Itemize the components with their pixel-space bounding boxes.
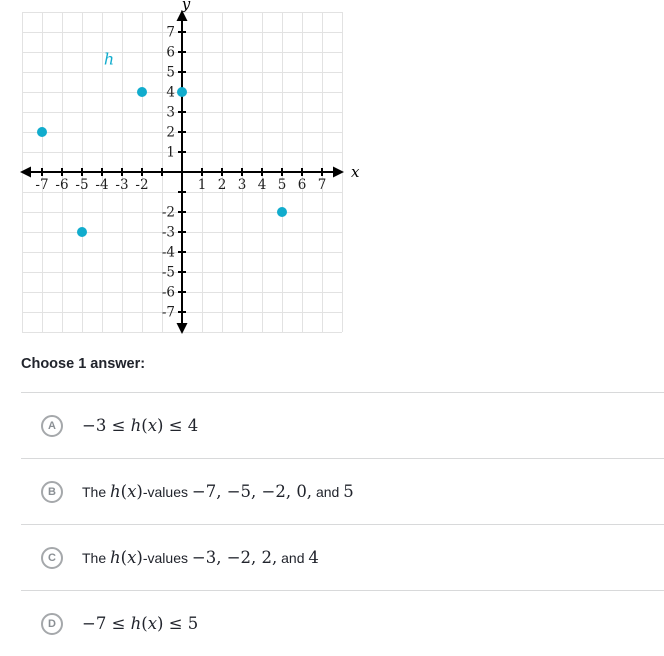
- math-text: ) ≤ 5: [157, 613, 199, 633]
- y-axis-label: y: [181, 0, 191, 13]
- math-variable: x: [147, 613, 158, 633]
- y-tick-label: 4: [166, 84, 175, 101]
- math-text: −3 ≤: [82, 415, 131, 435]
- option-letter-badge[interactable]: A: [41, 415, 63, 437]
- y-tick-label: -3: [161, 224, 175, 241]
- y-tick-label: -7: [161, 304, 175, 321]
- coordinate-plane: [0, 0, 360, 345]
- answer-option-c[interactable]: [21, 524, 664, 590]
- data-point: [137, 87, 147, 97]
- answer-option-b[interactable]: [21, 458, 664, 524]
- axis-arrow-left: [20, 167, 31, 178]
- plain-text: The: [82, 483, 111, 500]
- x-tick-label: 7: [317, 177, 327, 193]
- math-variable: x: [127, 481, 137, 501]
- data-point: [37, 127, 47, 137]
- function-label: h: [103, 49, 115, 69]
- x-tick-label: -7: [35, 177, 49, 193]
- x-tick-label: 6: [297, 177, 307, 193]
- x-tick-label: -4: [95, 177, 109, 193]
- math-text: 5: [343, 481, 354, 501]
- x-tick-label: -3: [115, 177, 129, 193]
- math-text: ) ≤ 4: [157, 415, 199, 435]
- x-tick-label: 5: [277, 177, 287, 193]
- axes: [20, 10, 344, 334]
- math-text: −3, −2, 2,: [191, 547, 278, 567]
- answer-options-list: [0, 392, 664, 656]
- plain-text: and: [277, 549, 309, 566]
- x-axis-label: x: [351, 163, 360, 181]
- x-tick-label: -5: [75, 177, 89, 193]
- answer-option-a[interactable]: [21, 392, 664, 458]
- plain-text: -values: [142, 483, 192, 500]
- data-point: [277, 207, 287, 217]
- y-tick-label: 1: [166, 144, 175, 161]
- math-text: (: [141, 415, 148, 435]
- math-variable: h: [110, 481, 121, 501]
- math-text: −7 ≤: [82, 613, 131, 633]
- math-variable: x: [147, 415, 158, 435]
- option-letter-badge[interactable]: C: [41, 547, 63, 569]
- plain-text: -values: [142, 549, 192, 566]
- math-text: (: [141, 613, 148, 633]
- x-tick-label: -6: [55, 177, 69, 193]
- data-point: [77, 227, 87, 237]
- math-text: (: [120, 481, 128, 501]
- option-letter-badge[interactable]: D: [41, 613, 63, 635]
- math-text: ): [136, 481, 143, 501]
- x-tick-label: 1: [197, 177, 207, 193]
- y-tick-label: 3: [166, 104, 175, 121]
- option-text: [82, 614, 198, 634]
- math-text: 4: [308, 547, 319, 567]
- option-letter-badge[interactable]: B: [41, 481, 63, 503]
- math-variable: h: [130, 415, 142, 435]
- answer-option-d[interactable]: [21, 590, 664, 656]
- math-text: −7, −5, −2, 0,: [191, 481, 313, 501]
- plain-text: and: [312, 483, 344, 500]
- y-tick-label: -4: [161, 244, 175, 261]
- y-tick-label: -2: [161, 204, 175, 221]
- option-text: [82, 416, 198, 436]
- plain-text: The: [82, 549, 111, 566]
- math-variable: h: [110, 547, 121, 567]
- y-tick-label: -6: [161, 284, 175, 301]
- math-text: (: [120, 547, 128, 567]
- math-text: ): [136, 547, 143, 567]
- x-tick-label: 2: [217, 177, 227, 193]
- math-variable: x: [127, 547, 137, 567]
- y-tick-label: 7: [166, 24, 175, 41]
- x-tick-label: 3: [237, 177, 247, 193]
- y-tick-label: 5: [166, 64, 175, 81]
- coordinate-plane-svg: [0, 0, 360, 345]
- y-tick-label: 6: [166, 44, 175, 61]
- option-text: [82, 482, 354, 502]
- x-tick-label: 4: [257, 177, 267, 193]
- x-tick-label: -2: [135, 177, 149, 193]
- y-tick-label: 2: [166, 124, 175, 141]
- y-tick-label: -5: [161, 264, 175, 281]
- data-point: [177, 87, 187, 97]
- math-variable: h: [130, 613, 142, 633]
- choose-answer-heading: Choose 1 answer:: [21, 356, 146, 372]
- option-text: [82, 548, 319, 568]
